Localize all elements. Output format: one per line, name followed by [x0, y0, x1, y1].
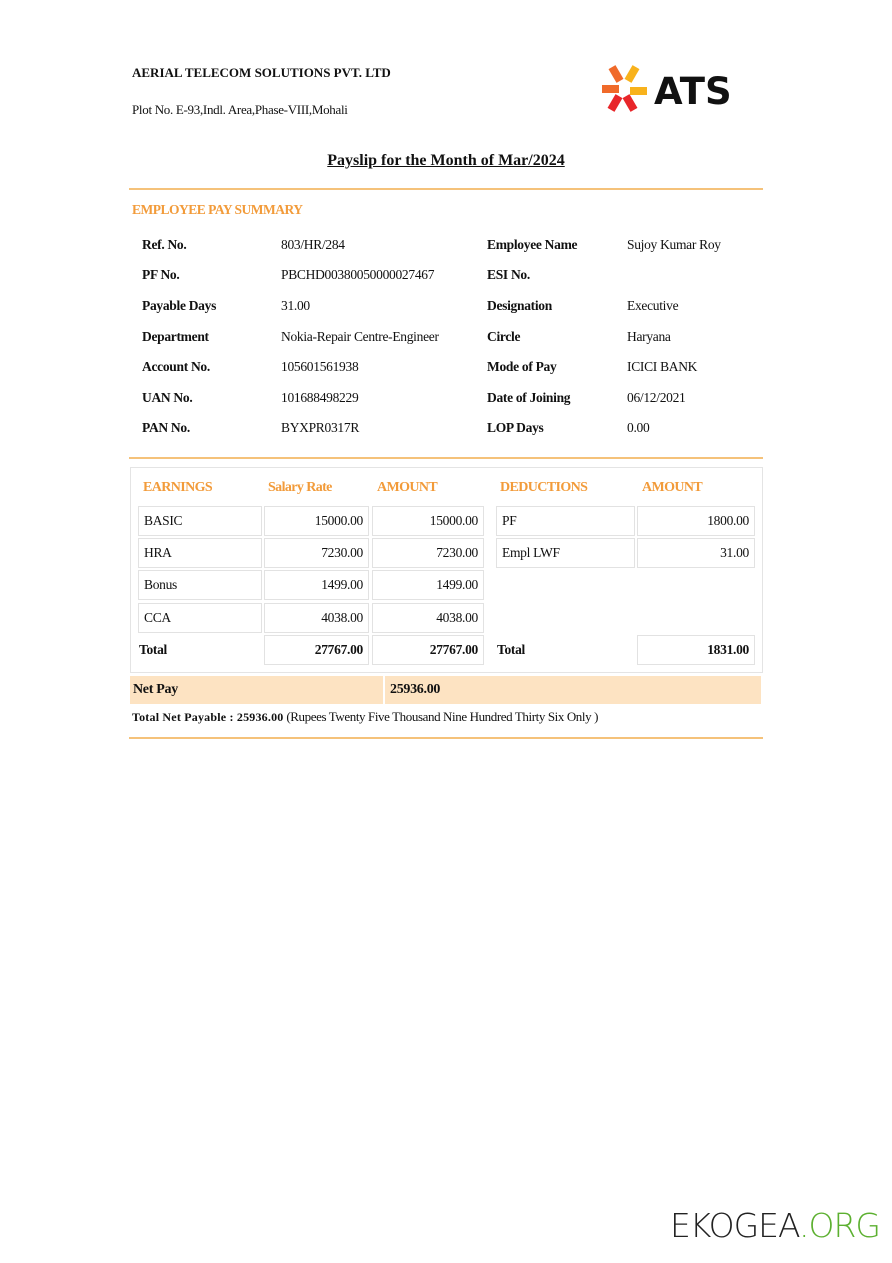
field-label: UAN No. — [142, 390, 193, 405]
field-label: Mode of Pay — [487, 359, 557, 374]
field-value: Sujoy Kumar Roy — [627, 237, 721, 252]
field-label: Ref. No. — [142, 237, 187, 252]
svg-text:ATS: ATS — [654, 70, 732, 113]
earning-amount: 15000.00 — [372, 506, 484, 536]
company-address: Plot No. E-93,Indl. Area,Phase-VIII,Mohali — [132, 102, 348, 117]
field-value: 803/HR/284 — [281, 237, 345, 252]
deduction-amount: 1800.00 — [637, 506, 755, 536]
divider — [129, 457, 763, 459]
star-icon — [602, 65, 647, 112]
earning-rate: 15000.00 — [264, 506, 369, 536]
earnings-total-rate: 27767.00 — [264, 635, 369, 665]
field-value: Haryana — [627, 329, 671, 344]
field-value: BYXPR0317R — [281, 420, 360, 435]
earning-name: BASIC — [138, 506, 262, 536]
net-payable-label: Total Net Payable : 25936.00 — [132, 710, 284, 724]
earnings-header: EARNINGS — [143, 480, 213, 495]
salary-rate-header: Salary Rate — [268, 480, 332, 495]
field-value: 31.00 — [281, 298, 310, 313]
field-label: PAN No. — [142, 420, 190, 435]
earning-amount: 1499.00 — [372, 570, 484, 600]
field-value: 101688498229 — [281, 390, 359, 405]
field-label: Circle — [487, 329, 521, 344]
field-label: Employee Name — [487, 237, 578, 252]
deduction-name: PF — [496, 506, 635, 536]
company-name: AERIAL TELECOM SOLUTIONS PVT. LTD — [132, 65, 391, 80]
earning-name: HRA — [138, 538, 262, 568]
net-payable-text — [132, 709, 598, 725]
watermark: EKOGEA.ORG — [669, 1206, 880, 1245]
field-label: Department — [142, 329, 209, 344]
earning-rate: 4038.00 — [264, 603, 369, 633]
amount-in-words: (Rupees Twenty Five Thousand Nine Hundred Thirty Six Only ) — [286, 709, 598, 724]
deduction-name: Empl LWF — [496, 538, 635, 568]
field-label: Date of Joining — [487, 390, 571, 405]
ats-logo — [602, 64, 762, 116]
deductions-total-amount: 1831.00 — [637, 635, 755, 665]
section-heading: EMPLOYEE PAY SUMMARY — [132, 202, 303, 217]
net-pay-value: 25936.00 — [385, 676, 761, 704]
field-label: ESI No. — [487, 267, 530, 282]
earnings-total-label: Total — [139, 642, 168, 657]
divider — [129, 737, 763, 739]
field-value: Executive — [627, 298, 679, 313]
field-value: 105601561938 — [281, 359, 359, 374]
field-value: 0.00 — [627, 420, 650, 435]
earning-rate: 1499.00 — [264, 570, 369, 600]
deductions-total-label: Total — [497, 642, 526, 657]
deduction-amount-header: AMOUNT — [642, 480, 703, 495]
field-label: PF No. — [142, 267, 180, 282]
field-label: LOP Days — [487, 420, 544, 435]
field-label: Designation — [487, 298, 552, 313]
earning-name: Bonus — [138, 570, 262, 600]
earning-amount: 4038.00 — [372, 603, 484, 633]
earning-amount: 7230.00 — [372, 538, 484, 568]
deduction-amount: 31.00 — [637, 538, 755, 568]
earning-name: CCA — [138, 603, 262, 633]
field-value: Nokia-Repair Centre-Engineer — [281, 329, 439, 344]
field-label: Account No. — [142, 359, 210, 374]
page-title: Payslip for the Month of Mar/2024 — [327, 152, 565, 169]
field-label: Payable Days — [142, 298, 217, 313]
amount-header: AMOUNT — [377, 480, 438, 495]
divider — [129, 188, 763, 190]
deductions-header: DEDUCTIONS — [500, 480, 588, 495]
earnings-total-amount: 27767.00 — [372, 635, 484, 665]
earning-rate: 7230.00 — [264, 538, 369, 568]
field-value: ICICI BANK — [627, 359, 698, 374]
field-value: 06/12/2021 — [627, 390, 686, 405]
field-value: PBCHD00380050000027467 — [281, 267, 435, 282]
net-pay-label: Net Pay — [130, 676, 383, 704]
